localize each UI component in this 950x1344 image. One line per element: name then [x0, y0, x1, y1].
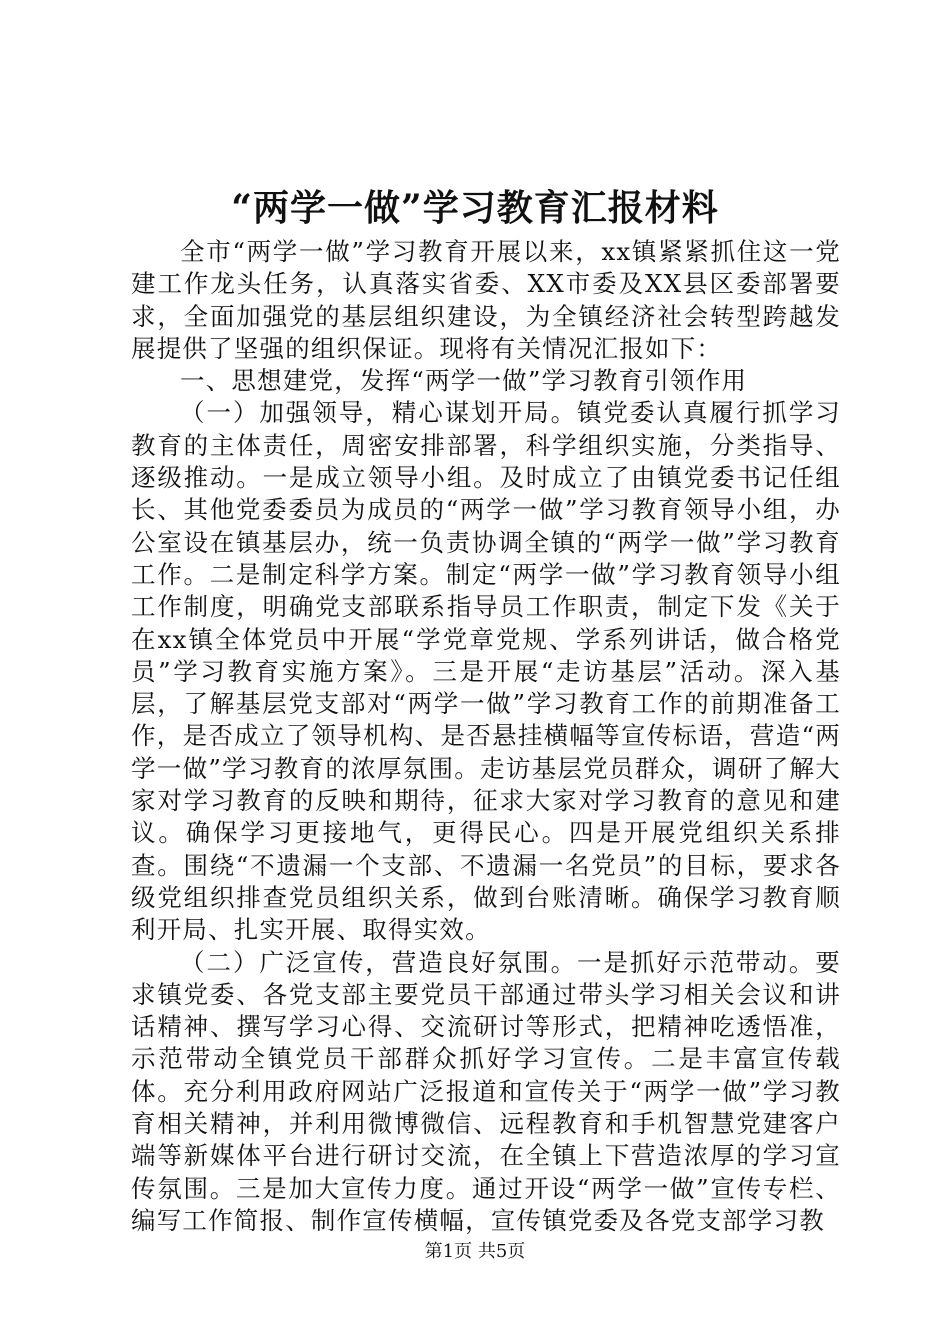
document-body [131, 236, 841, 1237]
section-heading: 一、思想建党，发挥“两学一做”学习教育引领作用 [180, 366, 748, 396]
paragraph-section-2: （二）广泛宣传，营造良好氛围。一是抓好示范带动。要求镇党委、各党支部主要党员干部通过带头学习相关会议和讲话精神、撰写学习心得、交流研讨等形式，把精神吃透悟准，示范带动全镇党员干部群众抓好学习宣传。二是丰富宣传载体。充分利用政府网站广泛报道和宣传关于“两学一做”学习教育相关精神，并利用微博微信、远程教育和手机智慧党建客户端等新媒体平台进行研讨交流，在全镇上下营造浓厚的学习宣传氛围。三是加大宣传力度。通过开设“两学一做”宣传专栏、编写工作简报、制作宣传横幅，宣传镇党委及各党支部学习教 [131, 947, 841, 1235]
page-number-footer: 第1页 共5页 [424, 1241, 526, 1262]
paragraph-intro: 全市“两学一做”学习教育开展以来，xx镇紧紧抓住这一党建工作龙头任务，认真落实省委、XX市委及XX县区委部署要求，全面加强党的基层组织建设，为全镇经济社会转型跨越发展提供了坚强的组织保证。现将有关情况汇报如下： [131, 237, 841, 363]
document-title: “两学一做”学习教育汇报材料 [231, 187, 719, 229]
paragraph-section-1: （一）加强领导，精心谋划开局。镇党委认真履行抓学习教育的主体责任，周密安排部署，科学组织实施，分类指导、逐级推动。一是成立领导小组。及时成立了由镇党委书记任组长、其他党委委员为成员的“两学一做”学习教育领导小组，办公室设在镇基层办，统一负责协调全镇的“两学一做”学习教育工作。二是制定科学方案。制定“两学一做”学习教育领导小组工作制度，明确党支部联系指导员工作职责，制定下发《关于在xx镇全体党员中开展“学党章党规、学系列讲话，做合格党员”学习教育实施方案》。三是开展“走访基层”活动。深入基层，了解基层党支部对“两学一做”学习教育工作的前期准备工作，是否成立了领导机构、是否悬挂横幅等宣传标语，营造“两学一做”学习教育的浓厚氛围。走访基层党员群众，调研了解大家对学习教育的反映和期待，征求大家对学习教育的意见和建议。确保学习更接地气，更得民心。四是开展党组织关系排查。围绕“不遗漏一个支部、不遗漏一名党员”的目标，要求各级党组织排查党员组织关系，做到台账清晰。确保学习教育顺利开局、扎实开展、取得实效。 [131, 398, 841, 945]
